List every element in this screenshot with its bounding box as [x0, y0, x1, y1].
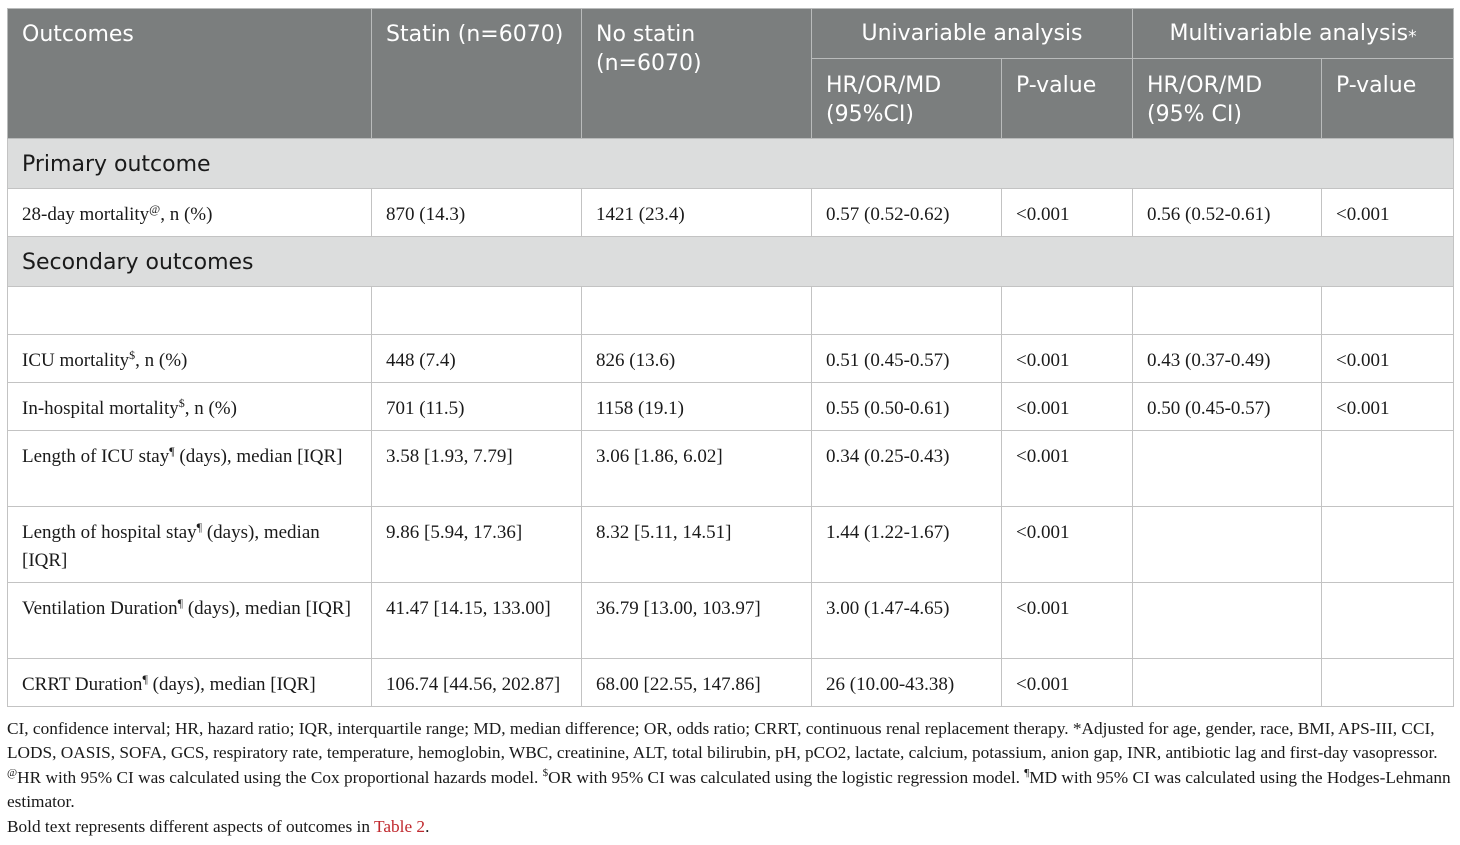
cell-uni-hr: 0.57 (0.52-0.62)	[812, 189, 1002, 237]
cell-uni-hr: 0.51 (0.45-0.57)	[812, 335, 1002, 383]
empty-cell	[1133, 287, 1322, 335]
cell-statin: 3.58 [1.93, 7.79]	[372, 431, 582, 507]
multivariable-footnote-mark: *	[1408, 27, 1417, 47]
row-label-cell	[8, 383, 372, 431]
table-row-in-hospital-mortality	[8, 383, 1454, 431]
cell-statin: 9.86 [5.94, 17.36]	[372, 507, 582, 583]
header-uni-hr: HR/OR/MD (95%CI)	[812, 59, 1002, 139]
cell-uni-p: <0.001	[1002, 583, 1133, 659]
empty-cell	[1322, 287, 1454, 335]
cell-uni-hr: 3.00 (1.47-4.65)	[812, 583, 1002, 659]
cell-multi-hr: 0.50 (0.45-0.57)	[1133, 383, 1322, 431]
cell-multi-hr: 0.56 (0.52-0.61)	[1133, 189, 1322, 237]
cell-no-statin: 1158 (19.1)	[582, 383, 812, 431]
footnote-bold-note	[7, 815, 1455, 839]
row-label-cell	[8, 583, 372, 659]
section-row-secondary	[8, 237, 1454, 287]
row-label-suffix: (days), median [IQR]	[174, 446, 343, 467]
footnote-mark: ¶	[177, 596, 184, 610]
footnote-mark: ¶	[169, 444, 175, 458]
footnote-mark: ¶	[142, 672, 148, 686]
empty-cell	[372, 287, 582, 335]
table-header	[8, 9, 1454, 139]
cell-multi-p: <0.001	[1322, 189, 1454, 237]
cell-no-statin: 68.00 [22.55, 147.86]	[582, 659, 812, 707]
row-label: 28-day mortality	[22, 204, 150, 225]
empty-cell	[812, 287, 1002, 335]
header-row-1	[8, 9, 1454, 59]
cell-multi-p: <0.001	[1322, 383, 1454, 431]
section-title-primary: Primary outcome	[8, 139, 1454, 189]
row-label-suffix: (days), median [IQR]	[22, 522, 320, 571]
table-body	[8, 139, 1454, 707]
cell-multi-hr: 0.43 (0.37-0.49)	[1133, 335, 1322, 383]
row-label-cell	[8, 659, 372, 707]
cell-statin: 41.47 [14.15, 133.00]	[372, 583, 582, 659]
empty-cell	[1002, 287, 1133, 335]
cell-uni-hr: 26 (10.00-43.38)	[812, 659, 1002, 707]
table-row-length-of-icu-stay	[8, 431, 1454, 507]
cell-statin: 448 (7.4)	[372, 335, 582, 383]
row-label-cell	[8, 335, 372, 383]
cell-multi-p	[1322, 659, 1454, 707]
cell-multi-p	[1322, 507, 1454, 583]
footnote-abbreviations	[7, 717, 1455, 815]
row-label-cell	[8, 431, 372, 507]
outcomes-table	[7, 8, 1454, 707]
header-uni-p: P-value	[1002, 59, 1133, 139]
row-label: CRRT Duration	[22, 674, 143, 695]
row-label: Length of ICU stay	[22, 446, 170, 467]
bold-note-text: Bold text represents different aspects of outcomes in	[7, 816, 374, 836]
header-multi-p: P-value	[1322, 59, 1454, 139]
row-label: Ventilation Duration	[22, 598, 178, 619]
cell-uni-p: <0.001	[1002, 383, 1133, 431]
cell-uni-p: <0.001	[1002, 659, 1133, 707]
table-row-ventilation-duration	[8, 583, 1454, 659]
row-label-cell	[8, 189, 372, 237]
footnote-mark: @	[149, 202, 161, 216]
row-label-cell	[8, 507, 372, 583]
empty-cell	[582, 287, 812, 335]
table-footnote	[7, 717, 1455, 839]
section-row-primary	[8, 139, 1454, 189]
cell-statin: 701 (11.5)	[372, 383, 582, 431]
row-label: Length of hospital stay	[22, 522, 197, 543]
header-univariable: Univariable analysis	[812, 9, 1133, 59]
cell-no-statin: 36.79 [13.00, 103.97]	[582, 583, 812, 659]
cell-no-statin: 1421 (23.4)	[582, 189, 812, 237]
row-label: ICU mortality	[22, 350, 130, 371]
cell-uni-p: <0.001	[1002, 507, 1133, 583]
cell-no-statin: 826 (13.6)	[582, 335, 812, 383]
section-title-secondary: Secondary outcomes	[8, 237, 1454, 287]
header-outcomes: Outcomes	[8, 9, 372, 139]
footnote-mark: $	[129, 348, 136, 362]
row-label-suffix: , n (%)	[160, 204, 213, 225]
cell-multi-p: <0.001	[1322, 335, 1454, 383]
row-label-suffix: , n (%)	[135, 350, 188, 371]
cell-uni-p: <0.001	[1002, 431, 1133, 507]
footnote-mark-dollar: $	[542, 766, 549, 779]
cell-multi-p	[1322, 431, 1454, 507]
cell-multi-hr	[1133, 659, 1322, 707]
cell-uni-hr: 0.34 (0.25-0.43)	[812, 431, 1002, 507]
para-text: MD with 95% CI was calculated using the Hodges-Lehmann estimator.	[7, 767, 1451, 812]
results-table-container	[7, 8, 1453, 707]
header-multivariable-cell	[1133, 9, 1454, 59]
row-label-suffix: (days), median [IQR]	[147, 674, 316, 695]
footnote-mark: ¶	[196, 520, 203, 534]
dollar-text: OR with 95% CI was calculated using the logistic regression model.	[548, 767, 1025, 787]
table-row-empty	[8, 287, 1454, 335]
table-row-icu-mortality	[8, 335, 1454, 383]
cell-no-statin: 8.32 [5.11, 14.51]	[582, 507, 812, 583]
cell-multi-p	[1322, 583, 1454, 659]
header-statin: Statin (n=6070)	[372, 9, 582, 139]
cell-multi-hr	[1133, 583, 1322, 659]
footnote-mark: $	[178, 396, 185, 410]
row-label: In-hospital mortality	[22, 398, 179, 419]
table-row-length-of-hospital-stay	[8, 507, 1454, 583]
bold-note-period: .	[425, 816, 430, 836]
cell-multi-hr	[1133, 431, 1322, 507]
cell-statin: 870 (14.3)	[372, 189, 582, 237]
table-2-link[interactable]: Table 2	[373, 816, 426, 836]
row-label-suffix: (days), median [IQR]	[183, 598, 351, 619]
table-row-28-day-mortality	[8, 189, 1454, 237]
cell-uni-hr: 0.55 (0.50-0.61)	[812, 383, 1002, 431]
cell-uni-p: <0.001	[1002, 189, 1133, 237]
cell-no-statin: 3.06 [1.86, 6.02]	[582, 431, 812, 507]
footnote-mark-para: ¶	[1024, 766, 1030, 779]
cell-multi-hr	[1133, 507, 1322, 583]
at-text: HR with 95% CI was calculated using the Cox proportional hazards model.	[17, 767, 543, 787]
cell-uni-p: <0.001	[1002, 335, 1133, 383]
abbrev-text: CI, confidence interval; HR, hazard ratio; IQR, interquartile range; MD, median difference; OR, odds ratio; CRRT, continuous renal replacement therapy. *Adjusted for age, gender, race, BMI, APS-III, CCI, LODS, OASIS, SOFA, GCS, respiratory rate, temperature, hemoglobin, WBC, creatinine, ALT, total bilirubin, pH, pCO2, lactate, calcium, potassium, anion gap, INR, antibiotic lag and first-day vasopressor.	[7, 719, 1438, 763]
row-label-suffix: , n (%)	[184, 398, 237, 419]
header-multi-hr: HR/OR/MD (95% CI)	[1133, 59, 1322, 139]
table-row-crrt-duration	[8, 659, 1454, 707]
cell-uni-hr: 1.44 (1.22-1.67)	[812, 507, 1002, 583]
cell-statin: 106.74 [44.56, 202.87]	[372, 659, 582, 707]
header-no-statin: No statin (n=6070)	[582, 9, 812, 139]
header-multivariable: Multivariable analysis	[1169, 21, 1409, 46]
empty-cell	[8, 287, 372, 335]
footnote-mark-at: @	[7, 766, 18, 779]
